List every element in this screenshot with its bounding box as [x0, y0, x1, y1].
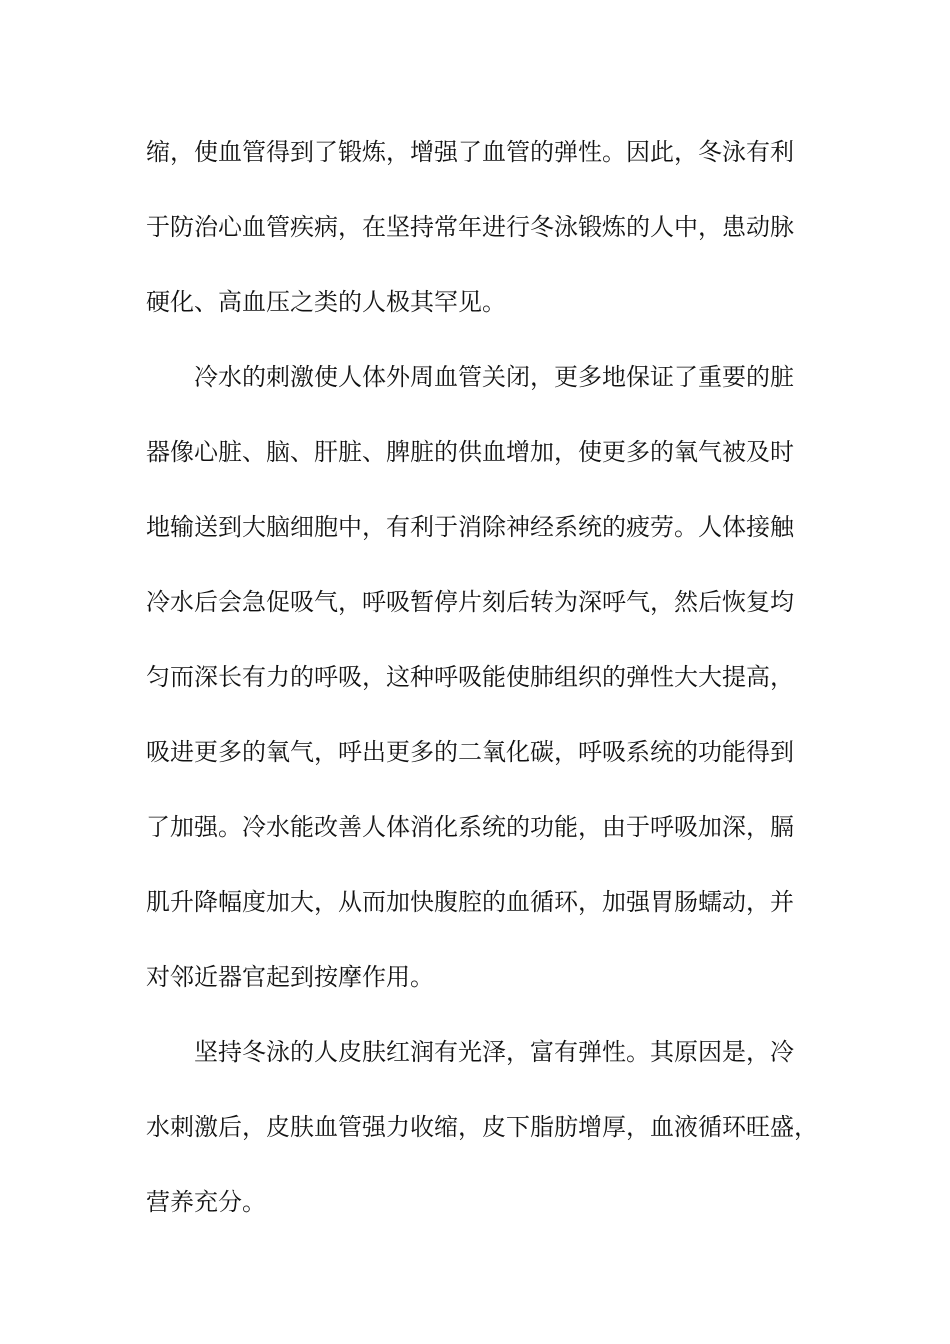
- text-line: 于防治心血管疾病，在坚持常年进行冬泳锻炼的人中，患动脉: [146, 213, 794, 241]
- text-line: 缩，使血管得到了锻炼，增强了血管的弹性。因此，冬泳有利: [146, 138, 794, 166]
- text-line: 匀而深长有力的呼吸，这种呼吸能使肺组织的弹性大大提高，: [146, 663, 794, 691]
- text-line: 对邻近器官起到按摩作用。: [146, 963, 434, 991]
- text-line: 吸进更多的氧气，呼出更多的二氧化碳，呼吸系统的功能得到: [146, 738, 794, 766]
- text-line: 冷水后会急促吸气，呼吸暂停片刻后转为深呼气，然后恢复均: [146, 588, 794, 616]
- text-line: 营养充分。: [146, 1188, 266, 1216]
- text-line: 水刺激后，皮肤血管强力收缩，皮下脂肪增厚，血液循环旺盛，: [146, 1113, 818, 1141]
- paragraph-first-line: 坚持冬泳的人皮肤红润有光泽，富有弹性。其原因是，冷: [194, 1038, 794, 1066]
- text-line: 了加强。冷水能改善人体消化系统的功能，由于呼吸加深，膈: [146, 813, 794, 841]
- text-line: 肌升降幅度加大，从而加快腹腔的血循环，加强胃肠蠕动，并: [146, 888, 794, 916]
- paragraph-first-line: 冷水的刺激使人体外周血管关闭，更多地保证了重要的脏: [194, 363, 794, 391]
- text-line: 硬化、高血压之类的人极其罕见。: [146, 288, 506, 316]
- text-line: 地输送到大脑细胞中，有利于消除神经系统的疲劳。人体接触: [146, 513, 794, 541]
- text-line: 器像心脏、脑、肝脏、脾脏的供血增加，使更多的氧气被及时: [146, 438, 794, 466]
